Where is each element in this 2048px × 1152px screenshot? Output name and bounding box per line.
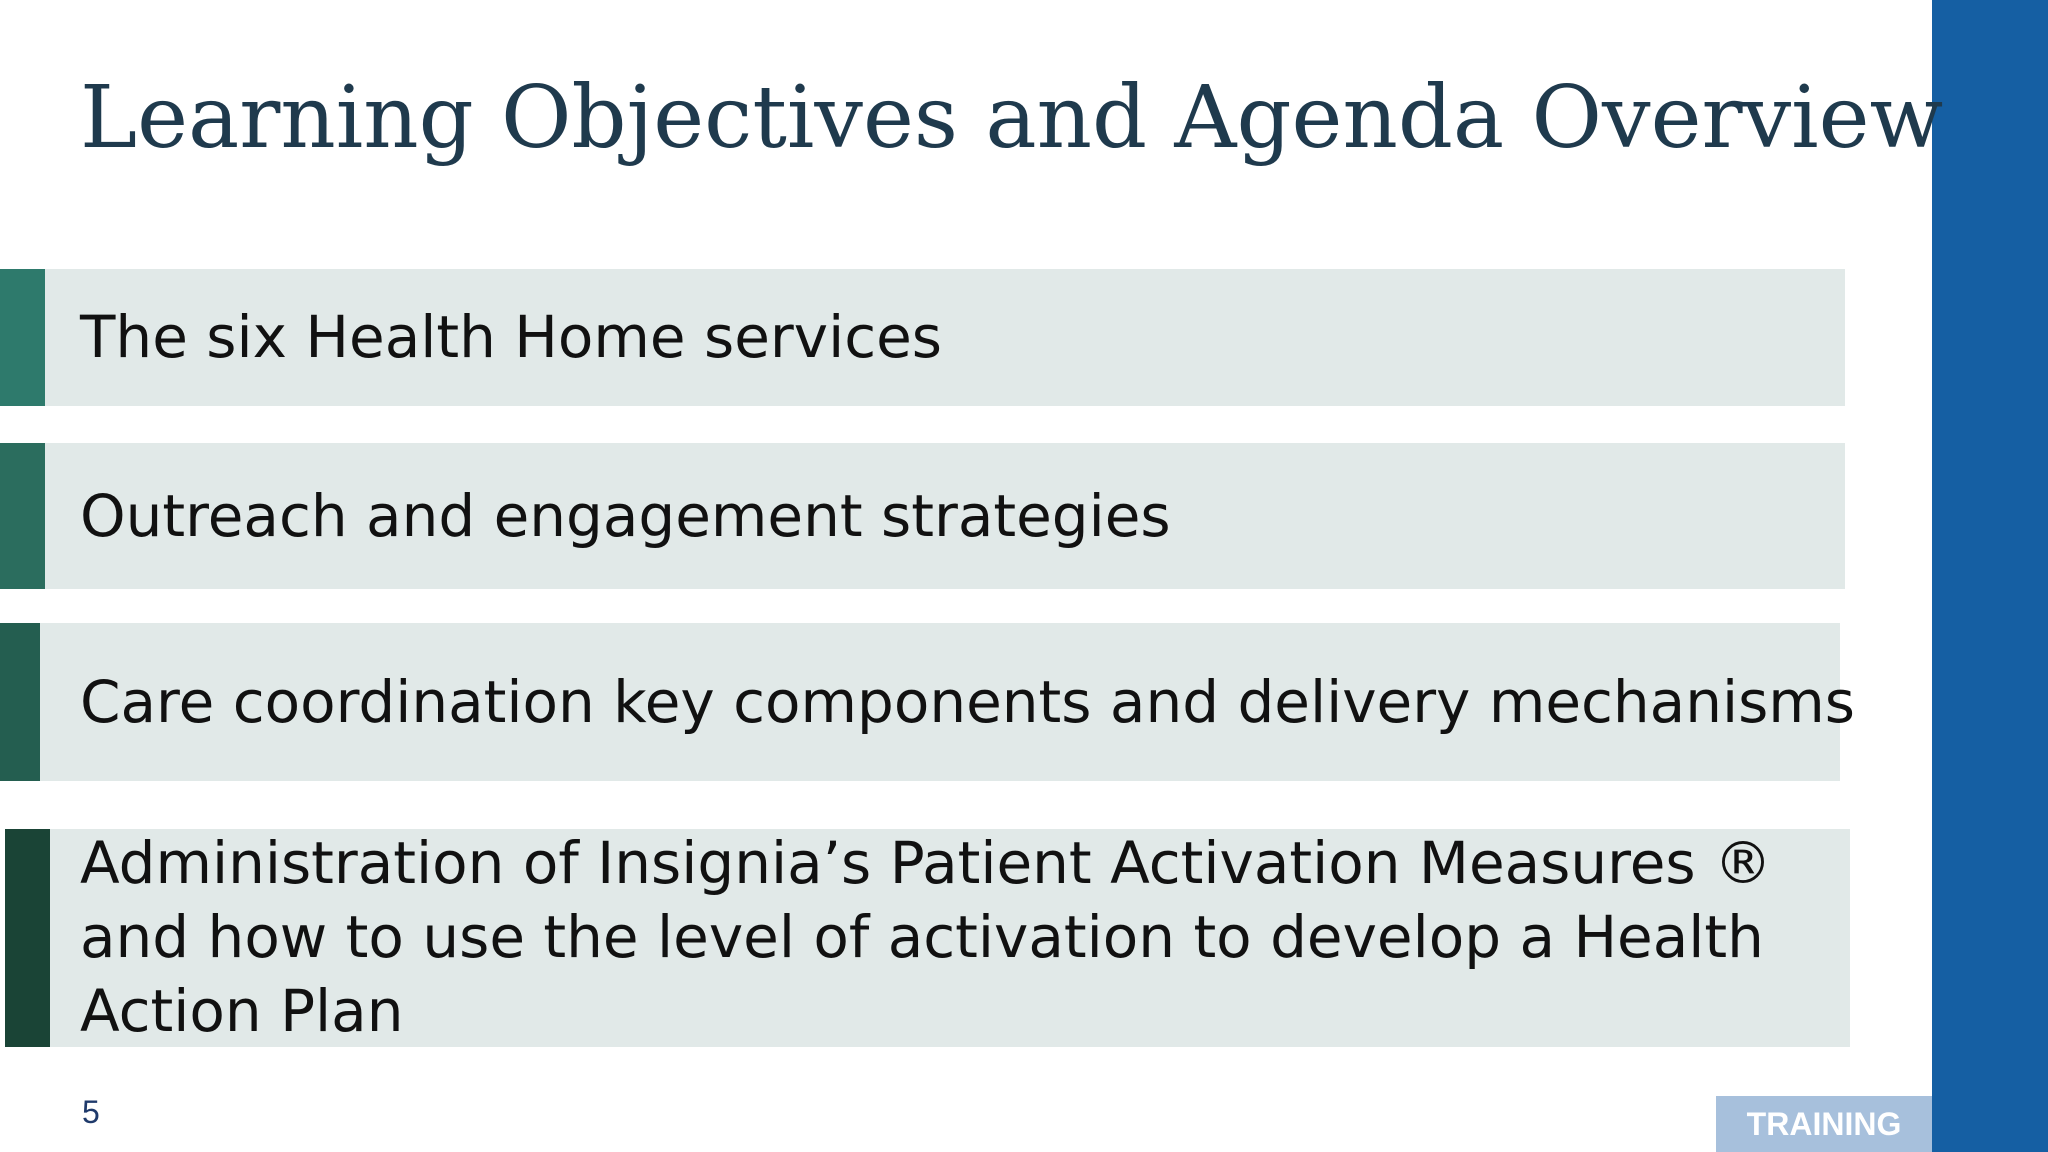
right-accent-band	[1932, 0, 2048, 1152]
slide-title: Learning Objectives and Agenda Overview	[80, 68, 1944, 168]
agenda-item-health-home-services	[0, 269, 1845, 406]
agenda-item-accent-bar	[0, 623, 40, 781]
agenda-item-care-coordination	[0, 623, 1856, 781]
agenda-item-accent-bar	[5, 829, 50, 1047]
agenda-item-accent-bar	[0, 443, 45, 589]
agenda-item-accent-bar	[0, 269, 45, 406]
agenda-item-outreach	[0, 443, 1845, 589]
agenda-item-patient-activation	[5, 829, 1850, 1047]
training-badge: TRAINING	[1716, 1096, 1932, 1152]
agenda-item-text: Administration of Insignia’s Patient Activation Measures ® and how to use the level of activation to develop a Health Action Plan	[80, 829, 1773, 1045]
agenda-item-text: Care coordination key components and delivery mechanisms	[80, 668, 1856, 736]
agenda-item-text: The six Health Home services	[80, 303, 942, 371]
agenda-item-text: Outreach and engagement strategies	[80, 482, 1171, 550]
page-number: 5	[82, 1094, 100, 1130]
